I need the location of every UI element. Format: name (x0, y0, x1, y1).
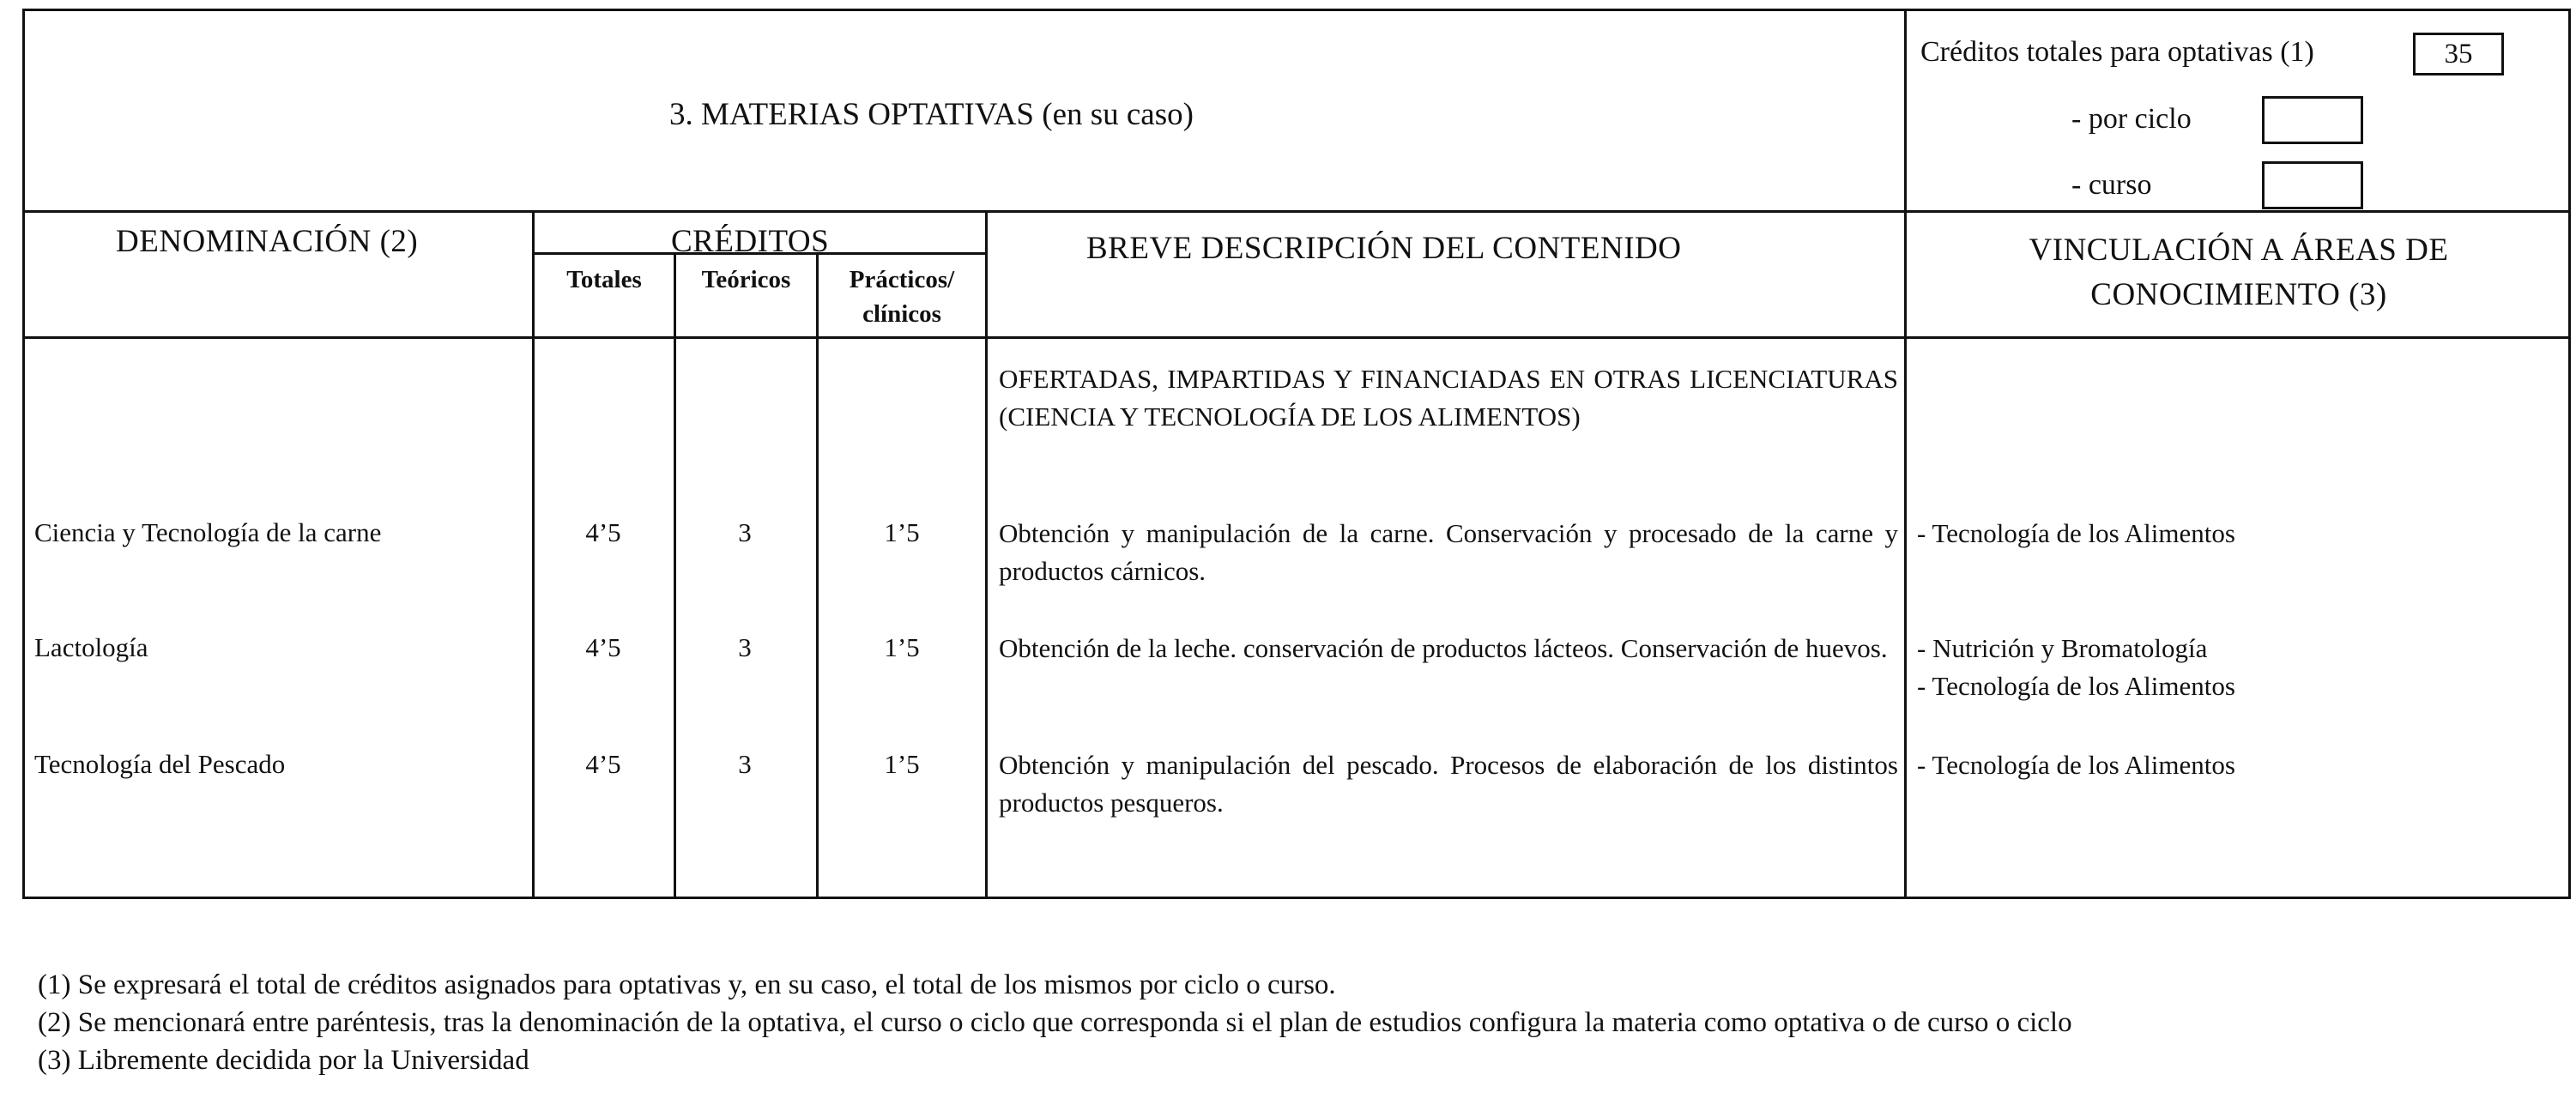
total-credits-box (2413, 33, 2504, 75)
row-2-teoricos: 3 (738, 632, 752, 662)
total-credits-value: 35 (2444, 39, 2473, 69)
row-1-description: Obtención y manipulación de la carne. Conservación y procesado de la carne y productos cárnicos. (999, 518, 1898, 586)
row-3-teoricos: 3 (738, 749, 752, 779)
row-3-practicos: 1’5 (884, 749, 920, 779)
row-3-totales: 4’5 (585, 749, 621, 779)
header-vinculacion-line1: VINCULACIÓN A ÁREAS DE (2029, 232, 2449, 268)
header-denominacion: DENOMINACIÓN (2) (116, 224, 419, 259)
por-ciclo-label: - por ciclo (2071, 103, 2192, 135)
header-creditos: CRÉDITOS (671, 224, 830, 259)
row-3-description: Obtención y manipulación del pescado. Procesos de elaboración de los distintos productos pesqueros. (999, 750, 1898, 818)
por-ciclo-box (2262, 96, 2363, 144)
row-1-teoricos: 3 (738, 517, 752, 547)
col-divider-practicos (985, 210, 988, 899)
footnote-3: (3) Libremente decidida por la Universidad (38, 1045, 529, 1076)
total-credits-label: Créditos totales para optativas (1) (1920, 36, 2314, 68)
row-1-totales: 4’5 (585, 517, 621, 547)
row-2-practicos: 1’5 (884, 632, 920, 662)
header-practicos-line2: clínicos (862, 300, 941, 328)
footnote-2: (2) Se mencionará entre paréntesis, tras la denominación de la optativa, el curso o ciclo que corresponda si el plan de estudios configura la materia como optativa o de curso o ciclo (38, 1007, 2072, 1038)
row-2-totales: 4’5 (585, 632, 621, 662)
row-1-practicos: 1’5 (884, 517, 920, 547)
col-divider-teoricos (816, 252, 819, 899)
body-divider (22, 336, 2571, 339)
curso-label: - curso (2071, 169, 2152, 201)
intro-description: OFERTADAS, IMPARTIDAS Y FINANCIADAS EN OTRAS LICENCIATURAS (CIENCIA Y TECNOLOGÍA DE LOS ALIMENTOS) (999, 364, 1898, 432)
header-vinculacion-line2: CONOCIMIENTO (3) (2090, 277, 2387, 312)
row-2-description: Obtención de la leche. conservación de productos lácteos. Conservación de huevos. (999, 633, 1888, 663)
curso-box (2262, 161, 2363, 209)
header-totales: Totales (566, 266, 642, 293)
row-2-area-2: - Tecnología de los Alimentos (1917, 671, 2235, 701)
col-divider-denominacion (532, 210, 535, 899)
row-3-name: Tecnología del Pescado (34, 749, 286, 779)
row-2-name: Lactología (34, 632, 148, 662)
header-descripcion: BREVE DESCRIPCIÓN DEL CONTENIDO (1086, 231, 1682, 266)
row-1-area-1: - Tecnología de los Alimentos (1917, 518, 2235, 548)
header-practicos-line1: Prácticos/ (849, 266, 955, 293)
header-teoricos: Teóricos (701, 266, 791, 293)
row-1-name: Ciencia y Tecnología de la carne (34, 517, 382, 547)
row-3-area-1: - Tecnología de los Alimentos (1917, 750, 2235, 780)
footnote-1: (1) Se expresará el total de créditos asignados para optativas y, en su caso, el total de los mismos por ciclo o curso. (38, 969, 1336, 1000)
col-divider-totales (674, 252, 676, 899)
section-title: 3. MATERIAS OPTATIVAS (en su caso) (669, 97, 1194, 132)
header-divider (22, 210, 2571, 213)
right-panel-divider (1904, 9, 1907, 899)
row-2-area-1: - Nutrición y Bromatología (1917, 633, 2208, 663)
